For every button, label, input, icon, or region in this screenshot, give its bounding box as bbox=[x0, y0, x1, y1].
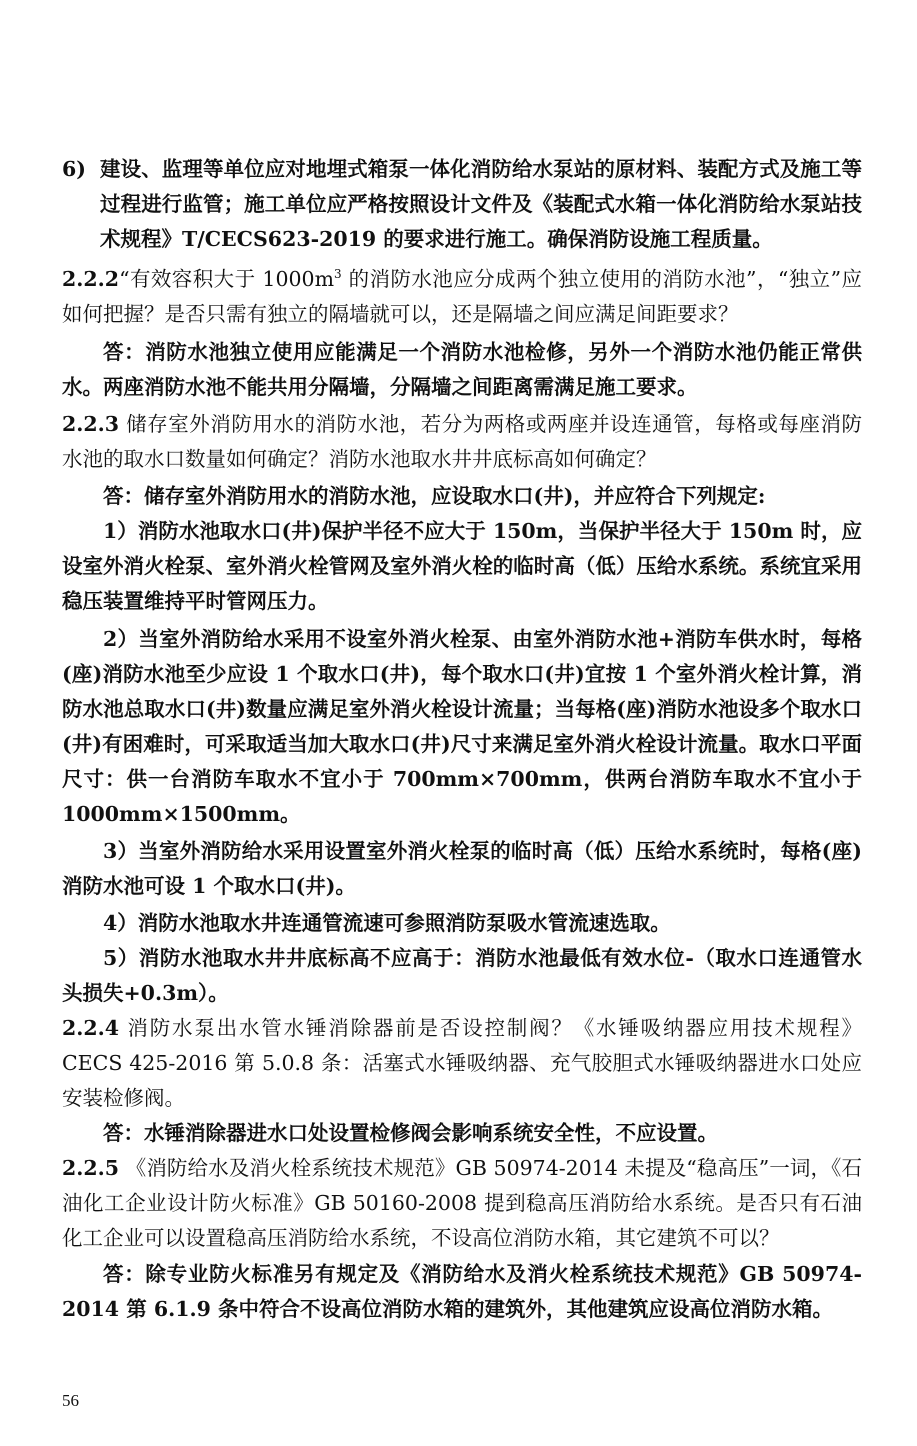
answer-2-2-3-intro: 答：储存室外消防用水的消防水池，应设取水口(井)，并应符合下列规定: bbox=[103, 484, 766, 508]
question-2-2-3 bbox=[62, 407, 862, 477]
question-text: 《消防给水及消火栓系统技术规范》GB 50974-2014 未提及“稳高压”一词，《石油化工企业设计防火标准》GB 50160-2008 提到稳高压消防给水系统。是否只有石油化工企业可以设置稳高压消防给水系统，不设高位消防水箱，其它建筑不可以？ bbox=[62, 1156, 862, 1250]
answer-2-2-2: 答：消防水池独立使用应能满足一个消防水池检修，另外一个消防水池仍能正常供水。两座消防水池不能共用分隔墙，分隔墙之间距离需满足施工要求。 bbox=[62, 340, 862, 399]
answer-2-2-3-item-5: 5）消防水池取水井井底标高不应高于：消防水池最低有效水位-（取水口连通管水头损失+0.3m）。 bbox=[62, 946, 862, 1005]
answer-2-2-5: 答：除专业防火标准另有规定及《消防给水及消火栓系统技术规范》GB 50974-2014 第 6.1.9 条中符合不设高位消防水箱的建筑外，其他建筑应设高位消防水箱。 bbox=[62, 1262, 862, 1321]
question-2-2-5 bbox=[62, 1151, 862, 1256]
question-number: 2.2.3 bbox=[62, 412, 120, 436]
item-6 bbox=[62, 152, 862, 257]
question-text-part1: “有效容积大于 1000m bbox=[119, 267, 335, 291]
question-number: 2.2.4 bbox=[62, 1016, 120, 1040]
question-text-part2: 的消防水池应分成两个独立使用的消防水池”，“独立”应如何把握？是否只需有独立的隔墙就可以，还是隔墙之间应满足间距要求？ bbox=[62, 267, 862, 326]
question-2-2-4 bbox=[62, 1011, 862, 1116]
question-number: 2.2.5 bbox=[62, 1156, 120, 1180]
answer-2-2-3-item-4: 4）消防水池取水井连通管流速可参照消防泵吸水管流速选取。 bbox=[103, 911, 671, 935]
answer-2-2-3-item-3: 3）当室外消防给水采用设置室外消火栓泵的临时高（低）压给水系统时，每格(座)消防水池可设 1 个取水口(井)。 bbox=[62, 839, 862, 898]
question-text: 消防水泵出水管水锤消除器前是否设控制阀？《水锤吸纳器应用技术规程》CECS 425-2016 第 5.0.8 条：活塞式水锤吸纳器、充气胶胆式水锤吸纳器进水口处应安装检修阀。 bbox=[62, 1016, 862, 1110]
answer-2-2-4: 答：水锤消除器进水口处设置检修阀会影响系统安全性，不应设置。 bbox=[103, 1121, 718, 1145]
item-6-label: 6) bbox=[62, 157, 86, 181]
answer-2-2-3-item-1: 1）消防水池取水口(井)保护半径不应大于 150m，当保护半径大于 150m 时，应设室外消火栓泵、室外消火栓管网及室外消火栓的临时高（低）压给水系统。系统宜采用稳压装置维持平时管网压力。 bbox=[62, 519, 862, 613]
question-text: 储存室外消防用水的消防水池，若分为两格或两座并设连通管，每格或每座消防水池的取水口数量如何确定？消防水池取水井井底标高如何确定？ bbox=[62, 412, 862, 471]
superscript-3: 3 bbox=[334, 267, 342, 282]
answer-2-2-3-item-2: 2）当室外消防给水采用不设室外消火栓泵、由室外消防水池+消防车供水时，每格(座)消防水池至少应设 1 个取水口(井)，每个取水口(井)宜按 1 个室外消火栓计算，消防水池总取水口(井)数量应满足室外消火栓设计流量；当每格(座)消防水池设多个取水口(井)有困难时，可采取适当加大取水口(井)尺寸来满足室外消火栓设计流量。取水口平面尺寸：供一台消防车取水不宜小于 700mm×700mm，供两台消防车取水不宜小于 1000mm×1500mm。 bbox=[62, 627, 862, 826]
item-6-text: 建设、监理等单位应对地埋式箱泵一体化消防给水泵站的原材料、装配方式及施工等过程进行监管；施工单位应严格按照设计文件及《装配式水箱一体化消防给水泵站技术规程》T/CECS623-2019 的要求进行施工。确保消防设施工程质量。 bbox=[100, 157, 862, 251]
page-number: 56 bbox=[62, 1391, 79, 1410]
question-number: 2.2.2 bbox=[62, 267, 120, 291]
question-2-2-2 bbox=[62, 262, 862, 332]
